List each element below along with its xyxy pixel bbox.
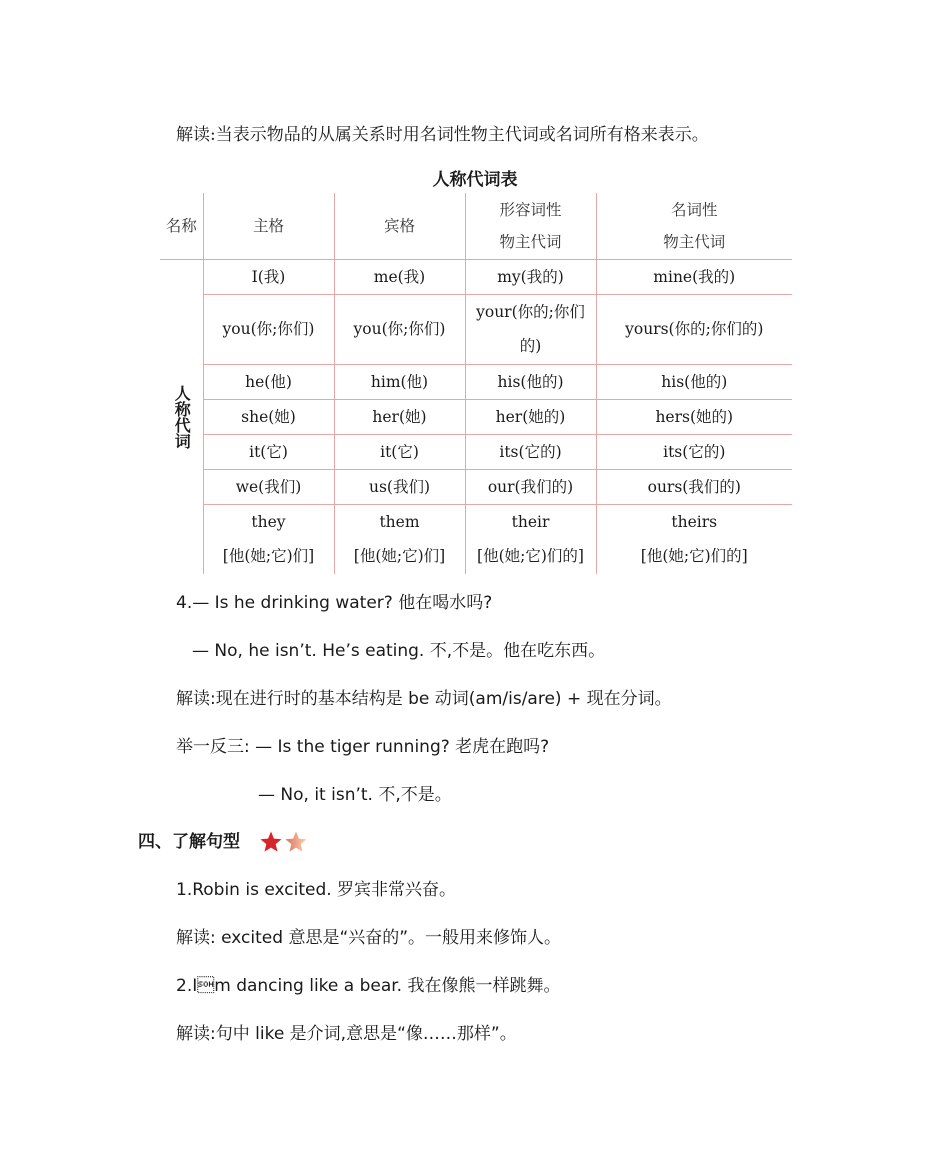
cell-adj-line2: [他(她;它)们的]	[477, 547, 584, 566]
table-row	[160, 504, 792, 574]
cell-object: her(她)	[334, 399, 465, 434]
header-name: 名称	[160, 193, 203, 259]
header-noun-possessive	[596, 193, 792, 259]
cell-adj	[465, 504, 596, 574]
cell-noun: ours(我们的)	[596, 469, 792, 504]
cell-subject: we(我们)	[203, 469, 334, 504]
cell-adj: his(他的)	[465, 364, 596, 399]
cell-object: him(他)	[334, 364, 465, 399]
row-label: 人称代词	[160, 259, 203, 574]
cell-subject: it(它)	[203, 434, 334, 469]
header-object: 宾格	[334, 193, 465, 259]
table-row	[160, 364, 792, 399]
header-adj-line2: 物主代词	[499, 232, 562, 251]
header-adjective-possessive	[465, 193, 596, 259]
cell-subject: she(她)	[203, 399, 334, 434]
cell-object: me(我)	[334, 259, 465, 294]
table-row	[160, 259, 792, 294]
cell-noun: hers(她的)	[596, 399, 792, 434]
cell-adj: her(她的)	[465, 399, 596, 434]
cell-object-line2: [他(她;它)们]	[353, 547, 446, 566]
item4-answer: — No, he isn’t. He’s eating. 不,不是。他在吃东西。	[192, 641, 606, 661]
header-adj-line1: 形容词性	[499, 200, 562, 219]
example-answer: — No, it isn’t. 不,不是。	[258, 785, 452, 805]
table-row	[160, 294, 792, 364]
cell-object: us(我们)	[334, 469, 465, 504]
cell-noun-line1: theirs	[671, 513, 718, 532]
cell-adj: my(我的)	[465, 259, 596, 294]
sentence-2-note: 解读:句中 like 是介词,意思是“像……那样”。	[176, 1024, 517, 1044]
difficulty-stars	[259, 830, 308, 854]
cell-noun-line2: [他(她;它)们的]	[640, 547, 748, 566]
header-subject: 主格	[203, 193, 334, 259]
sentence-2: 2.Im dancing like a bear. 我在像熊一样跳舞。	[176, 976, 561, 996]
cell-adj-line1: their	[511, 513, 550, 532]
table-title: 人称代词表	[432, 170, 518, 190]
cell-adj-line1: your(你的;你们	[476, 303, 585, 321]
cell-noun	[596, 504, 792, 574]
pronoun-table	[160, 193, 792, 574]
intro-note: 解读:当表示物品的从属关系时用名词性物主代词或名词所有格来表示。	[176, 125, 709, 145]
cell-noun: its(它的)	[596, 434, 792, 469]
section-title: 四、了解句型	[138, 832, 240, 852]
cell-noun: yours(你的;你们的)	[596, 294, 792, 364]
example-question: 举一反三: — Is the tiger running? 老虎在跑吗?	[176, 737, 550, 757]
table-row	[160, 469, 792, 504]
cell-subject	[203, 504, 334, 574]
cell-subject-line1: they	[251, 513, 286, 532]
sentence-1-note: 解读: excited 意思是“兴奋的”。一般用来修饰人。	[176, 928, 562, 948]
header-noun-line1: 名词性	[670, 200, 718, 219]
cell-object: it(它)	[334, 434, 465, 469]
table-row	[160, 399, 792, 434]
cell-adj-line2: 的)	[519, 337, 542, 355]
header-noun-line2: 物主代词	[663, 232, 726, 251]
item4-note: 解读:现在进行时的基本结构是 be 动词(am/is/are) + 现在分词。	[176, 689, 672, 709]
table-row	[160, 434, 792, 469]
cell-noun: mine(我的)	[596, 259, 792, 294]
cell-adj: its(它的)	[465, 434, 596, 469]
section-heading	[138, 830, 308, 854]
cell-object: you(你;你们)	[334, 294, 465, 364]
cell-noun: his(他的)	[596, 364, 792, 399]
cell-adj: our(我们的)	[465, 469, 596, 504]
cell-object	[334, 504, 465, 574]
cell-object-line1: them	[379, 513, 420, 532]
sentence-1: 1.Robin is excited. 罗宾非常兴奋。	[176, 880, 457, 900]
star-full-icon	[259, 830, 283, 854]
cell-subject: he(他)	[203, 364, 334, 399]
item4-question: 4.— Is he drinking water? 他在喝水吗?	[176, 593, 493, 613]
table-header-row	[160, 193, 792, 259]
cell-adj	[465, 294, 596, 364]
cell-subject: you(你;你们)	[203, 294, 334, 364]
cell-subject-line2: [他(她;它)们]	[222, 547, 315, 566]
star-half-icon	[284, 830, 308, 854]
cell-subject: I(我)	[203, 259, 334, 294]
